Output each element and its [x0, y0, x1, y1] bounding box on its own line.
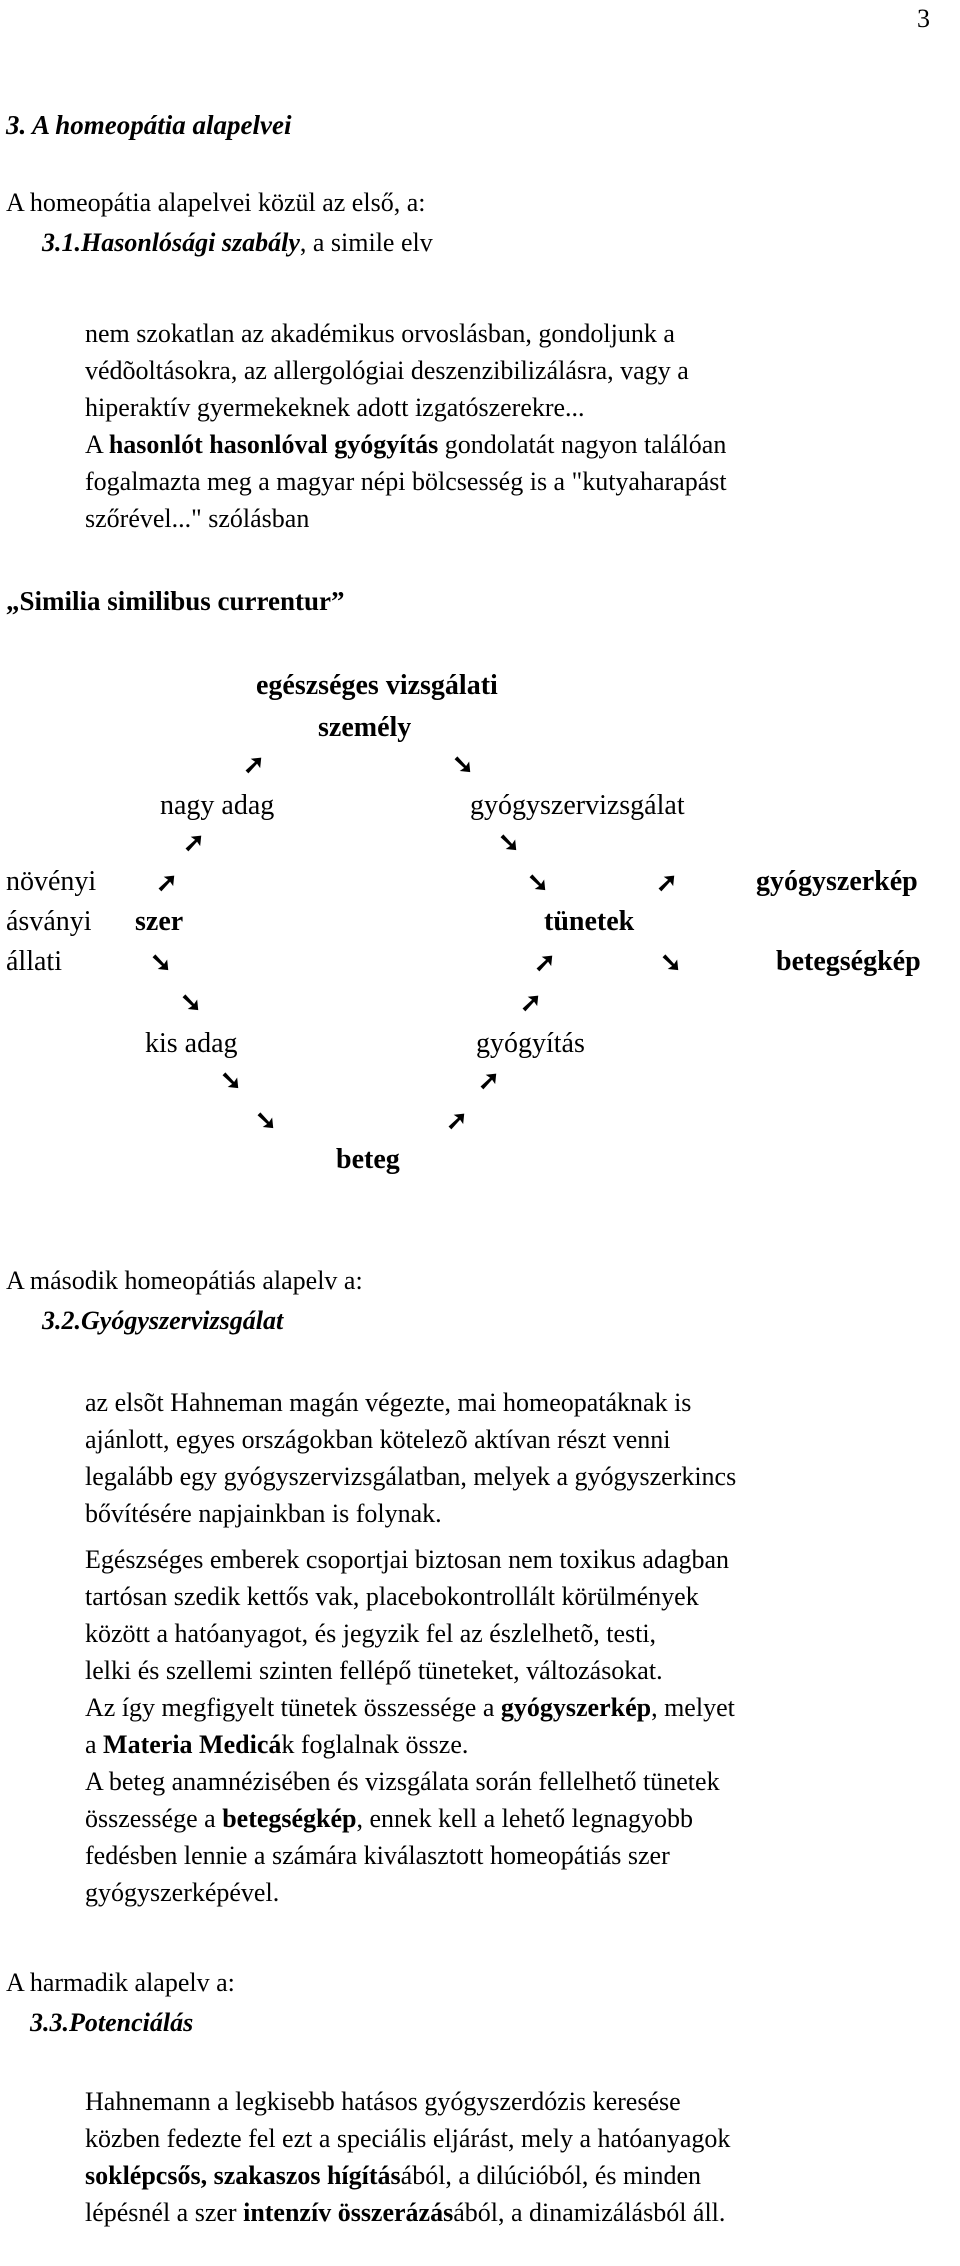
arrow-up-icon: ➚	[183, 828, 205, 857]
p2-line12-start: összessége a	[85, 1804, 223, 1833]
intro-second-principle: A második homeopátiás alapelv a:	[6, 1266, 363, 1295]
arrow-up-icon: ➚	[156, 868, 178, 897]
p2-line7: között a hatóanyagot, és jegyzik fel az észlelhetõ, testi,	[85, 1619, 657, 1648]
rule3-number: 3.3.	[30, 2008, 69, 2037]
arrow-up-icon: ➚	[446, 1106, 468, 1135]
p2-line14: gyógyszerképével.	[85, 1878, 280, 1907]
arrow-up-icon: ➚	[534, 948, 556, 977]
diagram-source-animal: állati	[6, 946, 62, 977]
arrow-down-icon: ➘	[180, 988, 202, 1017]
arrow-down-icon: ➘	[527, 868, 549, 897]
p2-line3: legalább egy gyógyszervizsgálatban, melyek a gyógyszerkincs	[85, 1462, 737, 1491]
p1-line6: szőrével..." szólásban	[85, 504, 310, 533]
p2-line5: Egészséges emberek csoportjai biztosan nem toxikus adagban	[85, 1545, 730, 1574]
rule1-rest: , a simile elv	[299, 228, 433, 257]
p2-line4: bővítésére napjainkban is folynak.	[85, 1499, 442, 1528]
p3-line2: közben fedezte fel ezt a speciális eljárást, mely a hatóanyagok	[85, 2124, 731, 2153]
p2-line2: ajánlott, egyes országokban kötelezõ aktívan részt venni	[85, 1425, 671, 1454]
p2-line13: fedésben lennie a számára kiválasztott homeopátiás szer	[85, 1841, 670, 1870]
p3-line3-end: ából, a dilúcióból, és minden	[400, 2161, 702, 2190]
p3-line3-bold: soklépcsős, szakaszos hígítás	[85, 2161, 401, 2190]
rule3-heading	[30, 2008, 193, 2038]
p2-line8: lelki és szellemi szinten fellépő tüneteket, változásokat.	[85, 1656, 663, 1685]
diagram-large-dose: nagy adag	[160, 790, 275, 821]
diagram-small-dose: kis adag	[145, 1028, 238, 1059]
motto: „Similia similibus currentur”	[6, 586, 345, 616]
p2-line12	[85, 1800, 693, 1837]
diagram-disease-picture: betegségkép	[776, 946, 921, 977]
p2-line9-bold: gyógyszerkép	[500, 1693, 652, 1722]
p2-line12-bold: betegségkép	[222, 1804, 357, 1833]
diagram-healing: gyógyítás	[476, 1028, 585, 1059]
p2-line6: tartósan szedik kettős vak, placebokontrollált körülmények	[85, 1582, 699, 1611]
diagram-symptoms: tünetek	[544, 906, 635, 937]
rule1-heading	[42, 228, 433, 258]
rule1-name: Hasonlósági szabály	[81, 228, 300, 257]
p1-line5: fogalmazta meg a magyar népi bölcsesség is a "kutyaharapást	[85, 467, 727, 496]
p3-line4	[85, 2194, 725, 2231]
p3-line3	[85, 2157, 701, 2194]
diagram-top-line2: személy	[318, 712, 412, 743]
rule2-number: 3.2.	[42, 1306, 81, 1335]
diagram-source-mineral: ásványi	[6, 906, 92, 937]
arrow-down-icon: ➘	[220, 1066, 242, 1095]
diagram-drug-picture: gyógyszerkép	[756, 866, 918, 897]
arrow-up-icon: ➚	[520, 988, 542, 1017]
section-title: 3. A homeopátia alapelvei	[6, 110, 292, 140]
p1-line4-end: gondolatát nagyon találóan	[438, 430, 727, 459]
diagram-patient: beteg	[336, 1144, 400, 1175]
intro-first-principle: A homeopátia alapelvei közül az első, a:	[6, 188, 426, 217]
intro-third-principle: A harmadik alapelv a:	[6, 1968, 235, 1997]
diagram-remedy: szer	[135, 906, 184, 937]
p1-line4-bold: hasonlót hasonlóval gyógyítás	[108, 430, 439, 459]
arrow-up-icon: ➚	[478, 1066, 500, 1095]
p2-line10-start: a	[85, 1730, 104, 1759]
arrow-down-icon: ➘	[150, 948, 172, 977]
p3-line1: Hahnemann a legkisebb hatásos gyógyszerdózis keresése	[85, 2087, 681, 2116]
arrow-down-icon: ➘	[255, 1106, 277, 1135]
p1-line4	[85, 426, 726, 463]
p2-line10	[85, 1726, 468, 1763]
rule1-number: 3.1.	[42, 228, 81, 257]
arrow-up-icon: ➚	[243, 750, 265, 779]
rule2-name: Gyógyszervizsgálat	[81, 1306, 284, 1335]
p2-line10-bold: Materia Medicá	[103, 1730, 282, 1759]
arrow-down-icon: ➘	[660, 948, 682, 977]
p1-line4-start: A	[85, 430, 109, 459]
p1-line2: védõoltásokra, az allergológiai deszenzibilizálásra, vagy a	[85, 356, 689, 385]
rule3-name: Potenciálás	[69, 2008, 194, 2037]
p1-line3: hiperaktív gyermekeknek adott izgatószerekre...	[85, 393, 585, 422]
diagram-drug-proving: gyógyszervizsgálat	[470, 790, 685, 821]
p2-line12-end: , ennek kell a lehető legnagyobb	[356, 1804, 693, 1833]
arrow-up-icon: ➚	[656, 868, 678, 897]
p2-line9-end: , melyet	[651, 1693, 735, 1722]
rule2-heading	[42, 1306, 283, 1336]
page-number: 3	[917, 4, 930, 33]
diagram-source-plant: növényi	[6, 866, 97, 897]
arrow-down-icon: ➘	[452, 750, 474, 779]
p2-line9	[85, 1689, 735, 1726]
diagram-top-line1: egészséges vizsgálati	[256, 670, 498, 701]
p2-line9-start: Az így megfigyelt tünetek összessége a	[85, 1693, 501, 1722]
p3-line4-bold: intenzív összerázás	[243, 2198, 454, 2227]
p2-line10-end: k foglalnak össze.	[281, 1730, 469, 1759]
p3-line4-start: lépésnél a szer	[85, 2198, 244, 2227]
p1-line1: nem szokatlan az akadémikus orvoslásban, gondoljunk a	[85, 319, 675, 348]
p3-line4-end: ából, a dinamizálásból áll.	[453, 2198, 726, 2227]
p2-line11: A beteg anamnézisében és vizsgálata során fellelhető tünetek	[85, 1767, 720, 1796]
p2-line1: az elsõt Hahneman magán végezte, mai homeopatáknak is	[85, 1388, 692, 1417]
arrow-down-icon: ➘	[498, 828, 520, 857]
